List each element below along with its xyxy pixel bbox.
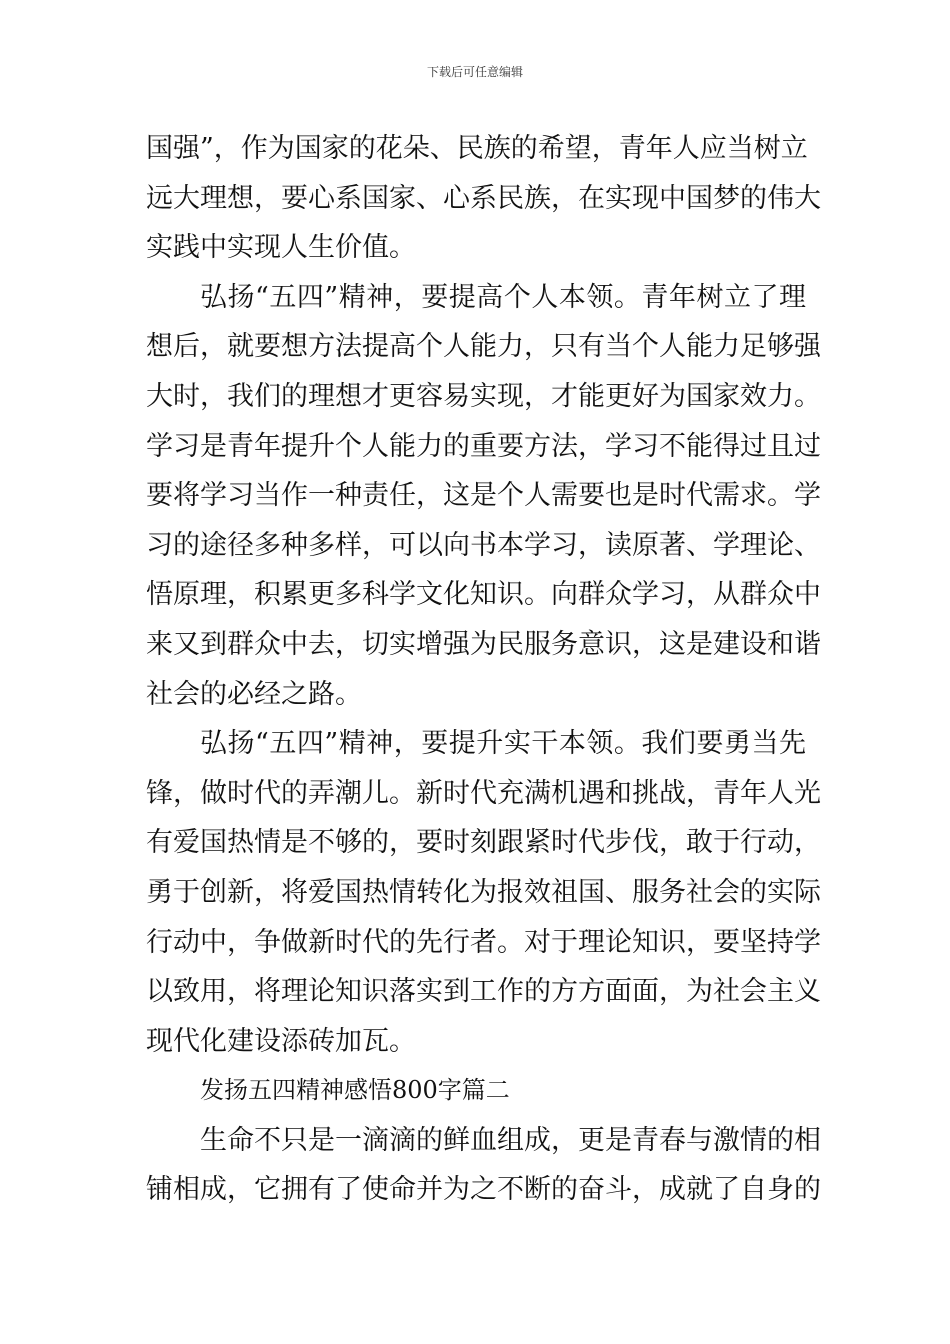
text-line: 弘扬“五四”精神，要提升实干本领。我们要勇当先 [200, 728, 806, 760]
text-line: 国强”，作为国家的花朵、民族的希望，青年人应当树立 [146, 133, 808, 164]
text-line: 锋，做时代的弄潮儿。新时代充满机遇和挑战，青年人光 [146, 777, 821, 809]
text-line: 来又到群众中去，切实增强为民服务意识，这是建设和谐 [146, 628, 821, 660]
text-line: 远大理想，要心系国家、心系民族，在实现中国梦的伟大 [146, 182, 821, 214]
text-line: 悟原理，积累更多科学文化知识。向群众学习，从群众中 [146, 579, 821, 611]
text-line: 弘扬“五四”精神，要提高个人本领。青年树立了理 [200, 281, 806, 313]
text-line: 现代化建设添砖加瓦。 [146, 1025, 416, 1057]
text-line: 实践中实现人生价值。 [146, 232, 416, 264]
text-line: 学习是青年提升个人能力的重要方法，学习不能得过且过 [146, 430, 821, 462]
text-line: 社会的必经之路。 [146, 678, 362, 710]
text-line: 有爱国热情是不够的，要时刻跟紧时代步伐，敢于行动， [146, 827, 821, 859]
text-line: 习的途径多种多样，可以向书本学习，读原著、学理论、 [146, 529, 821, 561]
body-text [146, 124, 821, 1215]
text-line: 行动中，争做新时代的先行者。对于理论知识，要坚持学 [146, 926, 821, 958]
text-line: 要将学习当作一种责任，这是个人需要也是时代需求。学 [146, 480, 821, 512]
text-line: 以致用，将理论知识落实到工作的方方面面，为社会主义 [146, 976, 821, 1008]
text-line: 勇于创新，将爱国热情转化为报效祖国、服务社会的实际 [146, 876, 821, 908]
text-line: 生命不只是一滴滴的鲜血组成，更是青春与激情的相 [200, 1124, 821, 1156]
text-line: 铺相成，它拥有了使命并为之不断的奋斗，成就了自身的 [146, 1174, 821, 1206]
page-header: 下载后可任意编辑 [426, 65, 523, 79]
text-line: 想后，就要想方法提高个人能力，只有当个人能力足够强 [146, 331, 821, 363]
section-heading: 发扬五四精神感悟800字篇二 [200, 1076, 510, 1105]
text-line: 大时，我们的理想才更容易实现，才能更好为国家效力。 [146, 380, 821, 412]
